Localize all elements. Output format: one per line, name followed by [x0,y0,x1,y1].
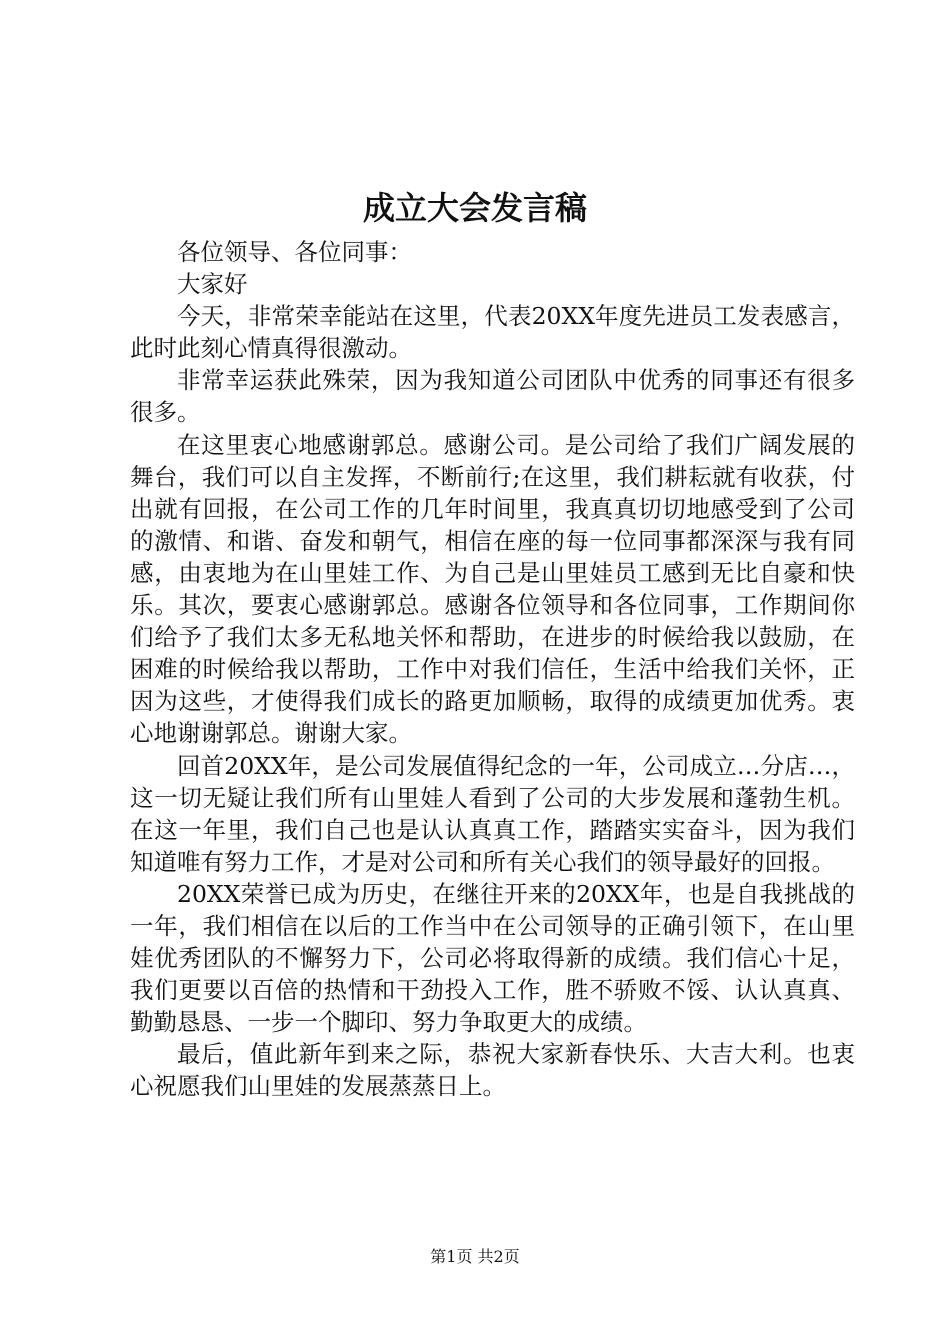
salutation: 各位领导、各位同事： [177,238,412,266]
paragraph-future: 20XX荣誉已成为历史，在继往开来的20XX年，也是自我挑战的一年，我们相信在以后的工作当中在公司领导的正确引领下，在山里娃优秀团队的不懈努力下，公司必将取得新的成绩。我们信心十足，我们更要以百倍的热情和干劲投入工作，胜不骄败不馁、认认真真、勤勤恳恳、一步一个脚印、努力争取更大的成绩。 [130,879,855,1037]
paragraph-honor: 非常幸运获此殊荣，因为我知道公司团队中优秀的同事还有很多很多。 [130,366,855,427]
paragraph-thanks: 在这里衷心地感谢郭总。感谢公司。是公司给了我们广阔发展的舞台，我们可以自主发挥，不断前行;在这里，我们耕耘就有收获，付出就有回报，在公司工作的几年时间里，我真真切切地感受到了公司的激情、和谐、奋发和朝气，相信在座的每一位同事都深深与我有同感，由衷地为在山里娃工作、为自己是山里娃员工感到无比自豪和快乐。其次，要衷心感谢郭总。感谢各位领导和各位同事，工作期间你们给予了我们太多无私地关怀和帮助，在进步的时候给我以鼓励，在困难的时候给我以帮助，工作中对我们信任，生活中给我们关怀，正因为这些，才使得我们成长的路更加顺畅，取得的成绩更加优秀。衷心地谢谢郭总。谢谢大家。 [130,430,855,748]
paragraph-intro: 今天，非常荣幸能站在这里，代表20XX年度先进员工发表感言，此时此刻心情真得很激动。 [130,302,855,363]
paragraph-closing: 最后，值此新年到来之际，恭祝大家新春快乐、大吉大利。也衷心祝愿我们山里娃的发展蒸蒸日上。 [130,1040,855,1101]
paragraph-review: 回首20XX年，是公司发展值得纪念的一年，公司成立…分店…，这一切无疑让我们所有山里娃人看到了公司的大步发展和蓬勃生机。在这一年里，我们自己也是认认真真工作，踏踏实实奋斗，因为我们知道唯有努力工作，才是对公司和所有关心我们的领导最好的回报。 [130,751,855,876]
page-number: 第1页 共2页 [430,1247,520,1266]
document-body [130,236,855,1103]
document-title: 成立大会发言稿 [362,189,587,227]
greeting: 大家好 [177,270,248,299]
